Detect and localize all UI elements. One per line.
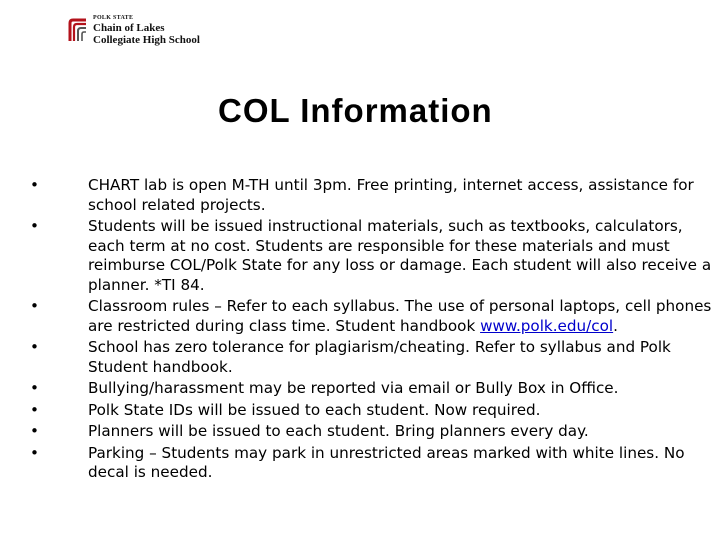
logo-line-2: Chain of Lakes	[93, 22, 165, 34]
polk-state-logo-icon	[66, 17, 90, 45]
slide-title: COL Information	[218, 92, 493, 129]
bullet-list	[30, 176, 714, 485]
bullet-icon: •	[30, 379, 39, 397]
bullet-text: Classroom rules – Refer to each syllabus. The use of personal laptops, cell phones are restricted during class time. Student handbook	[88, 297, 712, 335]
bullet-text: Planners will be issued to each student. Bring planners every day.	[88, 422, 589, 440]
list-item	[30, 176, 714, 215]
list-item	[30, 401, 714, 421]
bullet-icon: •	[30, 422, 39, 440]
bullet-text: CHART lab is open M-TH until 3pm. Free printing, internet access, assistance for school related projects.	[88, 176, 694, 214]
bullet-text: School has zero tolerance for plagiarism/cheating. Refer to syllabus and Polk Student handbook.	[88, 338, 671, 376]
bullet-icon: •	[30, 400, 39, 419]
bullet-text-suffix: .	[613, 316, 618, 335]
bullet-text: Students will be issued instructional materials, such as textbooks, calculators, each term at no cost. Students are responsible for these materials and must reimburse COL/Polk State for any loss or damage. Each student will also receive a planner. *TI 84.	[88, 217, 712, 294]
list-item	[30, 338, 714, 377]
logo-text	[93, 15, 200, 46]
list-item	[30, 444, 714, 483]
bullet-text: Parking – Students may park in unrestricted areas marked with white lines. No decal is needed.	[88, 443, 685, 481]
bullet-icon: •	[30, 443, 39, 462]
bullet-icon: •	[30, 176, 39, 194]
list-item	[30, 217, 714, 295]
list-item	[30, 422, 714, 442]
logo-line-3: Collegiate High School	[93, 34, 200, 46]
bullet-text: Polk State IDs will be issued to each student. Now required.	[88, 400, 541, 419]
bullet-icon: •	[30, 297, 39, 315]
bullet-icon: •	[30, 338, 39, 356]
logo-line-1: POLK STATE	[93, 15, 134, 21]
bullet-text: Bullying/harassment may be reported via email or Bully Box in Office.	[88, 379, 619, 397]
handbook-link[interactable]: www.polk.edu/col	[480, 316, 614, 335]
list-item	[30, 297, 714, 336]
list-item	[30, 379, 714, 399]
bullet-icon: •	[30, 217, 39, 235]
